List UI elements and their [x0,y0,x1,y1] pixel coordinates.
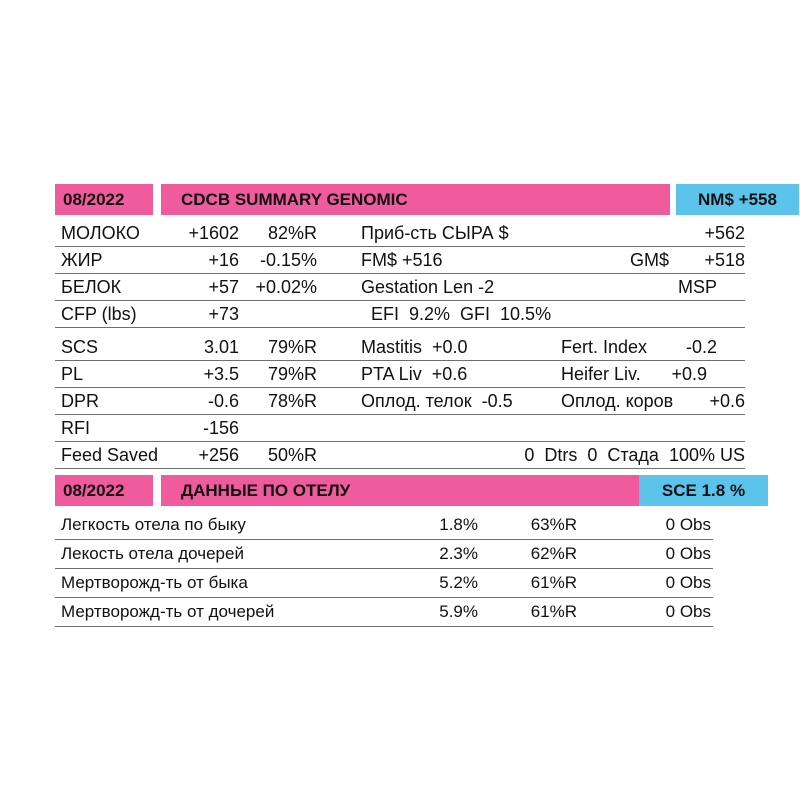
calving-trait-label: Мертворожд-ть от быка [61,573,248,592]
net-merit-badge: NM$ +558 [676,184,799,215]
index-value: +0.6 [709,391,745,411]
index-label: Оплод. телок -0.5 [361,391,513,411]
index-value: +562 [704,223,745,243]
summary-date: 08/2022 [55,184,153,215]
calving-trait-observations: 0 Obs [665,544,711,563]
summary-row-pl [55,361,745,388]
index-value: MSP [677,277,717,297]
trait-label: RFI [61,418,90,438]
trait-percent: +0.02% [255,277,317,297]
calving-trait-label: Лекость отела дочерей [61,544,244,563]
trait-label: Feed Saved [61,445,159,465]
calving-title: ДАННЫЕ ПО ОТЕЛУ [161,475,639,506]
trait-reliability: 78%R [267,391,317,411]
index-label: EFI 9.2% GFI 10.5% [371,304,552,324]
trait-value: +1602 [188,223,239,243]
calving-table [55,511,745,627]
calving-trait-reliability: 63%R [530,515,577,534]
trait-label: PL [61,364,84,384]
index-label: Mastitis +0.0 [361,337,468,357]
trait-label: БЕЛОК [61,277,122,297]
index-label: FM$ +516 [361,250,443,270]
calving-trait-observations: 0 Obs [665,602,711,621]
trait-label: SCS [61,337,99,357]
calving-trait-observations: 0 Obs [665,573,711,592]
index-value: +0.9 [671,364,707,384]
index-label: Приб-сть СЫРА $ [361,223,509,243]
summary-row-feed-saved [55,442,745,469]
trait-reliability: 79%R [267,364,317,384]
calving-row-daughter-stillbirth [55,598,713,627]
calving-trait-reliability: 62%R [530,544,577,563]
trait-reliability: 79%R [267,337,317,357]
trait-value: +57 [208,277,239,297]
index-label: Fert. Index [561,337,648,357]
index-label: Оплод. коров [561,391,674,411]
calving-trait-value: 5.9% [439,602,478,621]
trait-reliability: 50%R [267,445,317,465]
summary-row-cfp [55,301,745,328]
calving-trait-value: 2.3% [439,544,478,563]
calving-trait-label: Легкость отела по быку [61,515,246,534]
trait-label: ЖИР [61,250,103,270]
calving-date: 08/2022 [55,475,153,506]
summary-row-fat [55,247,745,274]
calving-trait-value: 5.2% [439,573,478,592]
calving-trait-value: 1.8% [439,515,478,534]
trait-reliability: 82%R [267,223,317,243]
trait-value: +73 [208,304,239,324]
summary-row-protein [55,274,745,301]
trait-value: +256 [198,445,239,465]
sce-badge: SCE 1.8 % [639,475,768,506]
summary-title: CDCB SUMMARY GENOMIC [161,184,670,215]
index-value: +518 [704,250,745,270]
calving-trait-reliability: 61%R [530,573,577,592]
calving-header [55,475,745,506]
index-label: Heifer Liv. [561,364,641,384]
trait-label: CFP (lbs) [61,304,137,324]
index-label: PTA Liv +0.6 [361,364,468,384]
summary-row-scs [55,334,745,361]
calving-trait-reliability: 61%R [530,602,577,621]
trait-label: МОЛОКО [61,223,140,243]
summary-row-milk [55,220,745,247]
trait-value: -0.6 [207,391,239,411]
calving-trait-observations: 0 Obs [665,515,711,534]
calving-row-daughter-ease [55,540,713,569]
trait-percent: -0.15% [259,250,317,270]
evaluation-sheet [55,184,777,627]
trait-value: 3.01 [203,337,239,357]
trait-value: -156 [202,418,239,438]
summary-row-dpr [55,388,745,415]
summary-table [55,220,745,469]
trait-value: +3.5 [203,364,239,384]
calving-row-sire-ease [55,511,713,540]
trait-value: +16 [208,250,239,270]
calving-row-sire-stillbirth [55,569,713,598]
summary-row-rfi [55,415,745,442]
index-label: Gestation Len -2 [361,277,495,297]
index-value: -0.2 [685,337,717,357]
calving-trait-label: Мертворожд-ть от дочерей [61,602,275,621]
daughters-herds-summary: 0 Dtrs 0 Стада 100% US [524,445,745,465]
trait-label: DPR [61,391,100,411]
summary-header [55,184,777,215]
index-label: GM$ [630,250,670,270]
